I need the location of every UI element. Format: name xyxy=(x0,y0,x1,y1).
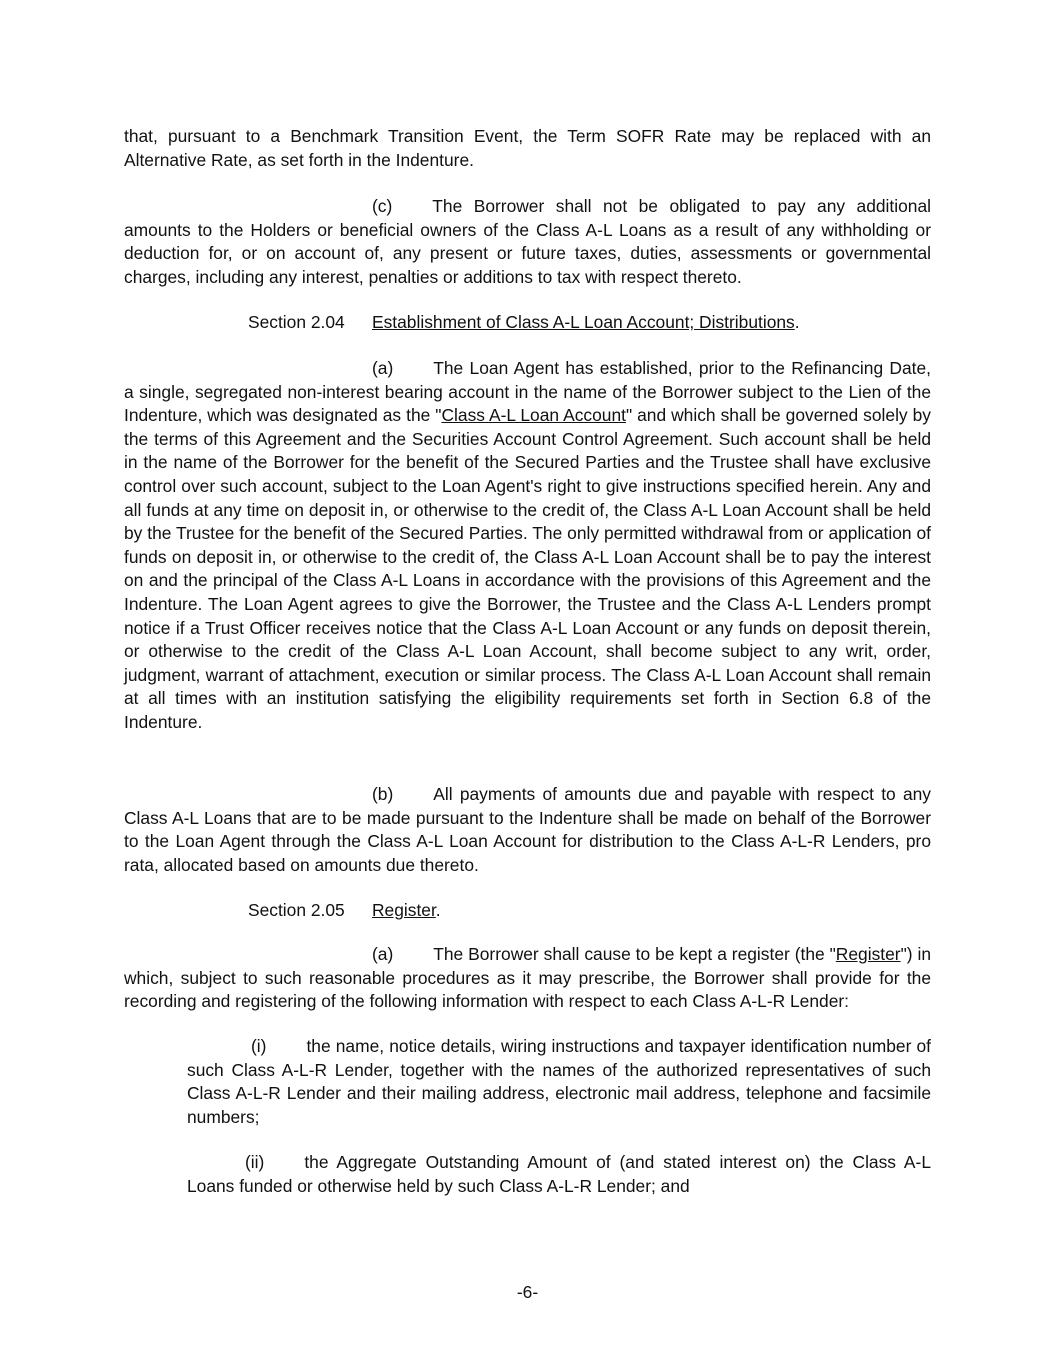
continuation-text: that, pursuant to a Benchmark Transition Event, the Term SOFR Rate may be replaced with an Alternative Rate, as set forth in the Indenture. xyxy=(124,126,931,170)
defined-term-register: Register xyxy=(835,944,901,964)
paragraph-c xyxy=(124,195,931,289)
continuation-paragraph xyxy=(124,125,931,172)
item-i xyxy=(187,1035,931,1129)
paragraph-2-04-b-label: (b) xyxy=(372,784,394,804)
paragraph-c-text: The Borrower shall not be obligated to pay any additional amounts to the Holders or beneficial owners of the Class A-L Loans as a result of any withholding or deduction for, or on account of, any present or future taxes, duties, assessments or governmental charges, including any interest, penalties or additions to tax with respect thereto. xyxy=(124,196,931,287)
paragraph-2-04-b xyxy=(124,783,931,877)
paragraph-2-05-a-text-2: ") in which, subject to such reasonable procedures as it may prescribe, the Borrower shall provide for the recording and registering of the following information with respect to each Class A-L-R Lender: xyxy=(124,944,931,1012)
section-2-05-number: Section 2.05 xyxy=(248,900,345,920)
paragraph-c-label: (c) xyxy=(372,196,393,216)
section-2-05-title: Register xyxy=(372,900,436,920)
paragraph-2-04-b-text: All payments of amounts due and payable with respect to any Class A-L Loans that are to be made pursuant to the Indenture shall be made on behalf of the Borrower to the Loan Agent through the Class A-L Loan Account for distribution to the Class A-L-R Lenders, pro rata, allocated based on amounts due thereto. xyxy=(124,784,931,875)
section-2-05-heading xyxy=(248,899,441,923)
section-2-04-title: Establishment of Class A-L Loan Account; Distributions xyxy=(372,312,795,332)
paragraph-2-04-a xyxy=(124,357,931,735)
defined-term-class-a-l-loan-account: Class A-L Loan Account xyxy=(441,405,626,426)
section-2-04-number: Section 2.04 xyxy=(248,312,345,332)
item-i-text: the name, notice details, wiring instructions and taxpayer identification number of such Class A-L-R Lender, together with the names of the authorized representatives of such Class A-L-R Lender and their mailing address, electronic mail address, telephone and facsimile numbers; xyxy=(187,1036,931,1127)
item-ii xyxy=(187,1151,931,1198)
paragraph-2-04-a-label: (a) xyxy=(372,358,394,378)
section-2-04-heading xyxy=(248,311,800,335)
item-ii-text: the Aggregate Outstanding Amount of (and stated interest on) the Class A-L Loans funded or otherwise held by such Class A-L-R Lender; and xyxy=(187,1152,931,1196)
paragraph-2-05-a-label: (a) xyxy=(372,944,394,964)
item-i-label: (i) xyxy=(251,1036,267,1056)
paragraph-2-05-a-text-1: The Borrower shall cause to be kept a register (the " xyxy=(433,944,836,964)
section-2-05-period: . xyxy=(435,900,441,920)
paragraph-2-04-a-text-2: " and which shall be governed solely by the terms of this Agreement and the Securities Account Control Agreement. Such account shall be held in the name of the Borrower for the benefit of the Secured Parties and the Trustee shall have exclusive control over such account, subject to the Loan Agent's right to give instructions specified herein. Any and all funds at any time on deposit in, or otherwise to the credit of, the Class A-L Loan Account shall be held by the Trustee for the benefit of the Secured Parties. The only permitted withdrawal from or application of funds on deposit in, or otherwise to the credit of, the Class A-L Loan Account shall be to pay the interest on and the principal of the Class A-L Loans in accordance with the provisions of this Agreement and the Indenture. The Loan Agent agrees to give the Borrower, the Trustee and the Class A-L Lenders prompt notice if a Trust Officer receives notice that the Class A-L Loan Account or any funds on deposit therein, or otherwise to the credit of the Class A-L Loan Account, shall become subject to any writ, order, judgment, warrant of attachment, execution or similar process. The Class A-L Loan Account shall remain at all times with an institution satisfying the eligibility requirements set forth in Section 6.8 of the Indenture. xyxy=(124,405,931,732)
item-ii-label: (ii) xyxy=(245,1152,265,1172)
paragraph-2-04-a-text-1: The Loan Agent has established, prior to the Refinancing Date, a single, segregated non-interest bearing account in the name of the Borrower subject to the Lien of the Indenture, which was designated as the " xyxy=(124,358,931,426)
section-2-04-period: . xyxy=(794,312,800,332)
paragraph-2-05-a xyxy=(124,943,931,1014)
page-number: -6- xyxy=(516,1282,539,1302)
